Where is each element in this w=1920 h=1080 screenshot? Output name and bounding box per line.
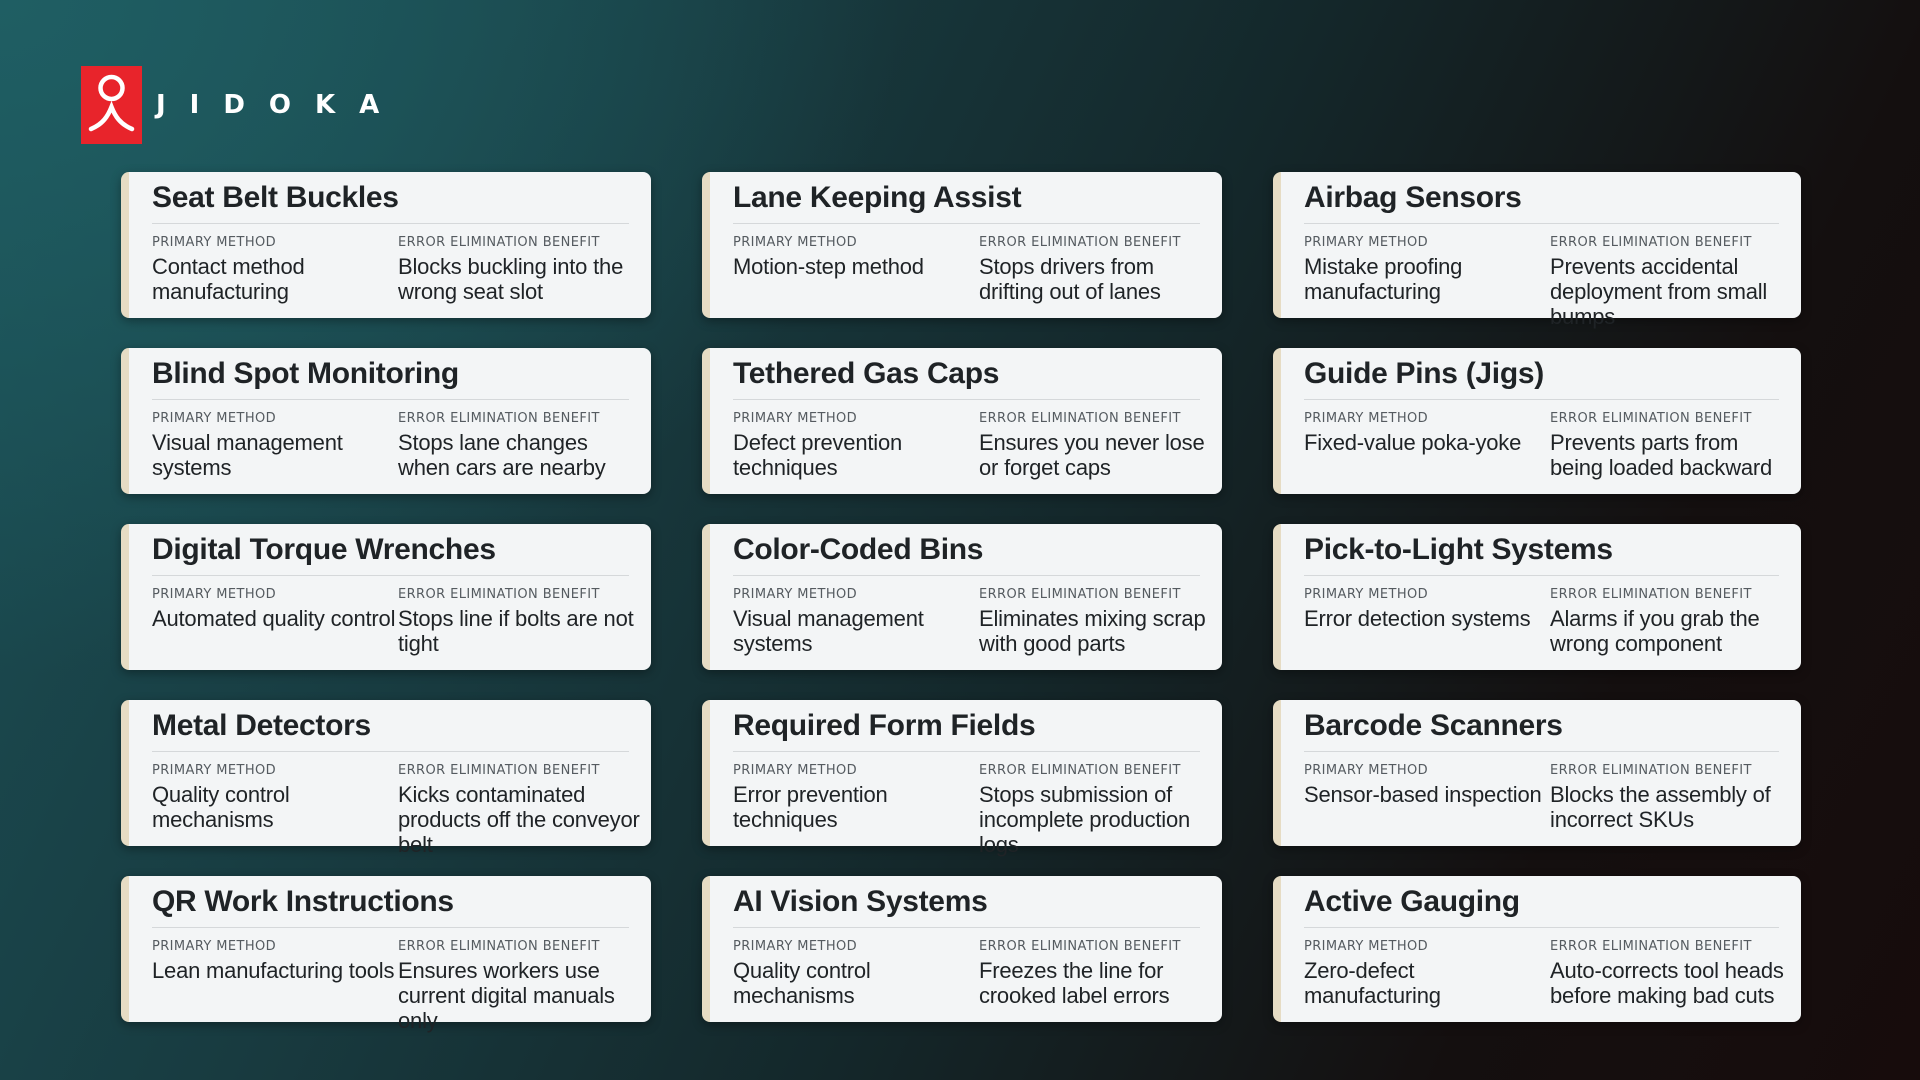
card-title: Guide Pins (Jigs) <box>1304 357 1544 390</box>
benefit-label: ERROR ELIMINATION BENEFIT <box>979 939 1181 954</box>
card-title: Color-Coded Bins <box>733 533 984 566</box>
person-icon <box>81 66 142 144</box>
card-title: Lane Keeping Assist <box>733 181 1022 214</box>
method-value: Defect prevention techniques <box>733 430 903 480</box>
card-title: Required Form Fields <box>733 709 1036 742</box>
method-label: PRIMARY METHOD <box>733 587 858 602</box>
card-divider <box>1304 399 1779 400</box>
card-body <box>733 939 1212 1008</box>
card-divider <box>733 399 1200 400</box>
method-field <box>733 411 979 480</box>
method-field <box>733 587 979 656</box>
benefit-label: ERROR ELIMINATION BENEFIT <box>1550 235 1752 250</box>
benefit-value: Blocks buckling into the wrong seat slot <box>398 254 624 304</box>
benefit-label: ERROR ELIMINATION BENEFIT <box>1550 939 1752 954</box>
method-value: Quality control mechanisms <box>733 958 871 1008</box>
card-divider <box>1304 575 1779 576</box>
card-grid <box>121 172 1801 1033</box>
benefit-field <box>398 411 641 480</box>
feature-card <box>121 876 651 1033</box>
method-field <box>733 939 979 1008</box>
benefit-field <box>979 235 1212 304</box>
benefit-field <box>1550 411 1791 480</box>
method-field <box>1304 939 1550 1008</box>
card-divider <box>1304 223 1779 224</box>
method-label: PRIMARY METHOD <box>152 763 277 778</box>
method-label: PRIMARY METHOD <box>733 235 858 250</box>
card-body <box>1304 411 1791 480</box>
method-field <box>152 939 398 1033</box>
benefit-value: Kicks contaminated products off the conveyor belt <box>398 782 640 857</box>
benefit-field <box>1550 763 1791 832</box>
method-value: Mistake proofing manufacturing <box>1304 254 1463 304</box>
card-title: Airbag Sensors <box>1304 181 1522 214</box>
benefit-field <box>1550 939 1791 1008</box>
benefit-field <box>398 587 641 656</box>
benefit-label: ERROR ELIMINATION BENEFIT <box>398 411 600 426</box>
benefit-field <box>398 763 641 857</box>
benefit-value: Eliminates mixing scrap with good parts <box>979 606 1206 656</box>
method-field <box>1304 587 1550 656</box>
benefit-field <box>979 763 1212 857</box>
method-label: PRIMARY METHOD <box>1304 587 1429 602</box>
benefit-label: ERROR ELIMINATION BENEFIT <box>1550 411 1752 426</box>
card-body <box>733 587 1212 656</box>
card-title: Seat Belt Buckles <box>152 181 399 214</box>
method-label: PRIMARY METHOD <box>152 411 277 426</box>
method-value: Zero-defect manufacturing <box>1304 958 1441 1008</box>
card-title: Digital Torque Wrenches <box>152 533 496 566</box>
benefit-field <box>398 235 641 304</box>
card-title: Pick-to-Light Systems <box>1304 533 1613 566</box>
card-body <box>733 763 1212 857</box>
feature-card <box>702 172 1222 318</box>
method-label: PRIMARY METHOD <box>733 939 858 954</box>
feature-card <box>702 700 1222 857</box>
card-body <box>1304 235 1791 329</box>
feature-card <box>121 348 651 494</box>
card-body <box>733 411 1212 480</box>
card-title: QR Work Instructions <box>152 885 454 918</box>
method-value: Contact method manufacturing <box>152 254 305 304</box>
feature-card <box>1273 876 1801 1022</box>
feature-card <box>1273 700 1801 846</box>
method-field <box>733 763 979 857</box>
card-divider <box>152 751 629 752</box>
benefit-value: Alarms if you grab the wrong component <box>1550 606 1760 656</box>
card-body <box>1304 939 1791 1008</box>
brand-logo <box>81 66 403 144</box>
benefit-value: Ensures you never lose or forget caps <box>979 430 1205 480</box>
card-divider <box>152 223 629 224</box>
method-value: Fixed-value poka-yoke <box>1304 430 1522 455</box>
method-field <box>733 235 979 304</box>
method-field <box>1304 763 1550 832</box>
card-body <box>152 411 641 480</box>
method-label: PRIMARY METHOD <box>152 939 277 954</box>
method-value: Quality control mechanisms <box>152 782 290 832</box>
benefit-label: ERROR ELIMINATION BENEFIT <box>398 235 600 250</box>
method-field <box>152 235 398 304</box>
feature-card <box>702 876 1222 1022</box>
method-label: PRIMARY METHOD <box>152 587 277 602</box>
benefit-label: ERROR ELIMINATION BENEFIT <box>1550 763 1752 778</box>
method-value: Automated quality control <box>152 606 396 631</box>
method-label: PRIMARY METHOD <box>1304 411 1429 426</box>
feature-card <box>1273 524 1801 670</box>
feature-card <box>702 524 1222 670</box>
benefit-label: ERROR ELIMINATION BENEFIT <box>979 763 1181 778</box>
card-body <box>1304 763 1791 832</box>
card-title: Metal Detectors <box>152 709 371 742</box>
method-field <box>1304 235 1550 329</box>
benefit-field <box>1550 235 1791 329</box>
card-body <box>152 587 641 656</box>
benefit-field <box>979 587 1212 656</box>
card-body <box>733 235 1212 304</box>
feature-card <box>1273 172 1801 329</box>
benefit-field <box>398 939 641 1033</box>
benefit-field <box>1550 587 1791 656</box>
benefit-value: Freezes the line for crooked label errors <box>979 958 1170 1008</box>
feature-card <box>702 348 1222 494</box>
method-label: PRIMARY METHOD <box>1304 939 1429 954</box>
method-label: PRIMARY METHOD <box>1304 235 1429 250</box>
benefit-label: ERROR ELIMINATION BENEFIT <box>1550 587 1752 602</box>
card-body <box>1304 587 1791 656</box>
card-divider <box>733 751 1200 752</box>
card-divider <box>1304 751 1779 752</box>
benefit-value: Prevents accidental deployment from small bumps <box>1550 254 1768 329</box>
benefit-label: ERROR ELIMINATION BENEFIT <box>979 411 1181 426</box>
benefit-value: Prevents parts from being loaded backward <box>1550 430 1773 480</box>
card-title: Active Gauging <box>1304 885 1520 918</box>
method-label: PRIMARY METHOD <box>152 235 277 250</box>
benefit-value: Stops drivers from drifting out of lanes <box>979 254 1161 304</box>
feature-card <box>1273 348 1801 494</box>
card-title: Barcode Scanners <box>1304 709 1563 742</box>
feature-card <box>121 524 651 670</box>
benefit-value: Stops lane changes when cars are nearby <box>398 430 606 480</box>
benefit-label: ERROR ELIMINATION BENEFIT <box>398 587 600 602</box>
card-divider <box>152 399 629 400</box>
method-field <box>152 763 398 857</box>
card-title: Tethered Gas Caps <box>733 357 1000 390</box>
method-field <box>152 411 398 480</box>
method-label: PRIMARY METHOD <box>733 763 858 778</box>
feature-card <box>121 700 651 857</box>
method-field <box>152 587 398 656</box>
method-field <box>1304 411 1550 480</box>
benefit-value: Auto-corrects tool heads before making bad cuts <box>1550 958 1784 1008</box>
method-value: Sensor-based inspection <box>1304 782 1542 807</box>
benefit-label: ERROR ELIMINATION BENEFIT <box>398 939 600 954</box>
card-body <box>152 763 641 857</box>
benefit-value: Stops submission of incomplete production logs <box>979 782 1191 857</box>
card-divider <box>152 927 629 928</box>
benefit-value: Stops line if bolts are not tight <box>398 606 634 656</box>
method-value: Error prevention techniques <box>733 782 888 832</box>
method-value: Visual management systems <box>152 430 343 480</box>
card-divider <box>733 575 1200 576</box>
card-divider <box>733 223 1200 224</box>
benefit-label: ERROR ELIMINATION BENEFIT <box>398 763 600 778</box>
method-value: Visual management systems <box>733 606 924 656</box>
card-body <box>152 939 641 1033</box>
card-body <box>152 235 641 304</box>
benefit-field <box>979 411 1212 480</box>
feature-card <box>121 172 651 318</box>
card-divider <box>733 927 1200 928</box>
method-label: PRIMARY METHOD <box>733 411 858 426</box>
card-title: Blind Spot Monitoring <box>152 357 459 390</box>
card-title: AI Vision Systems <box>733 885 988 918</box>
benefit-field <box>979 939 1212 1008</box>
benefit-label: ERROR ELIMINATION BENEFIT <box>979 587 1181 602</box>
brand-name: JIDOKA <box>156 90 404 120</box>
method-value: Error detection systems <box>1304 606 1531 631</box>
method-value: Motion-step method <box>733 254 924 279</box>
benefit-label: ERROR ELIMINATION BENEFIT <box>979 235 1181 250</box>
card-divider <box>152 575 629 576</box>
method-label: PRIMARY METHOD <box>1304 763 1429 778</box>
card-divider <box>1304 927 1779 928</box>
method-value: Lean manufacturing tools <box>152 958 395 983</box>
benefit-value: Blocks the assembly of incorrect SKUs <box>1550 782 1771 832</box>
benefit-value: Ensures workers use current digital manuals only <box>398 958 615 1033</box>
